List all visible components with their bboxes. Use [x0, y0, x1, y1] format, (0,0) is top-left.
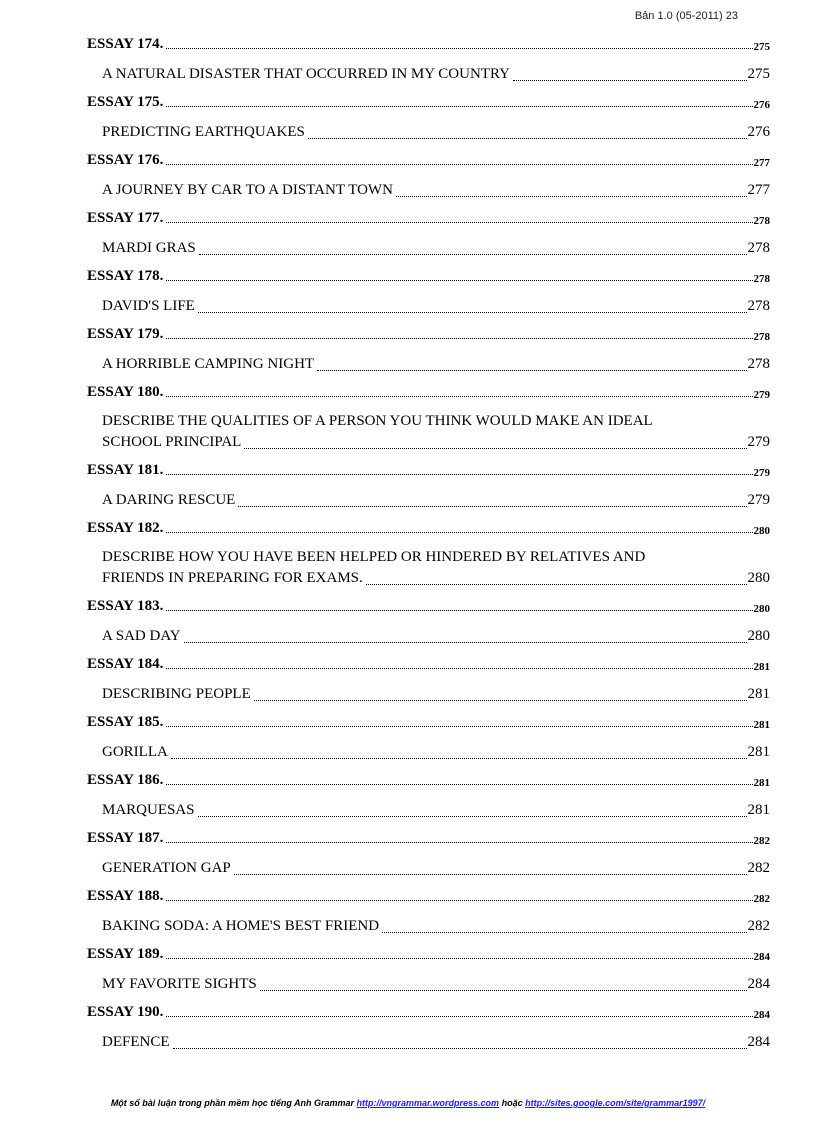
essay-title: MY FAVORITE SIGHTS [102, 976, 257, 992]
essay-number: ESSAY 180. [87, 384, 164, 400]
table-of-contents [87, 33, 770, 1059]
page-number: 280 [753, 525, 770, 537]
toc-title-entry[interactable] [87, 410, 770, 459]
essay-number: ESSAY 178. [87, 268, 164, 284]
toc-title-entry[interactable] [87, 972, 770, 1001]
dot-leader [199, 254, 747, 255]
dot-leader [166, 1016, 752, 1017]
toc-essay-entry[interactable] [87, 323, 770, 352]
toc-essay-entry[interactable] [87, 769, 770, 798]
essay-title: DESCRIBING PEOPLE [102, 686, 251, 702]
dot-leader [396, 196, 747, 197]
toc-title-entry[interactable] [87, 62, 770, 91]
page-number: 281 [747, 802, 770, 818]
page-number: 284 [753, 951, 770, 963]
essay-number: ESSAY 182. [87, 520, 164, 536]
page-number: 278 [747, 298, 770, 314]
dot-leader [382, 932, 746, 933]
essay-number: ESSAY 183. [87, 598, 164, 614]
essay-title: A NATURAL DISASTER THAT OCCURRED IN MY COUNTRY [102, 66, 510, 82]
page-number: 281 [747, 744, 770, 760]
toc-essay-entry[interactable] [87, 1001, 770, 1030]
essay-number: ESSAY 188. [87, 888, 164, 904]
essay-title: DEFENCE [102, 1034, 170, 1050]
footer [0, 1098, 816, 1108]
page-number: 284 [747, 976, 770, 992]
dot-leader [166, 958, 752, 959]
page-number: 279 [753, 389, 770, 401]
dot-leader [260, 990, 747, 991]
essay-number: ESSAY 189. [87, 946, 164, 962]
page-number: 278 [753, 331, 770, 343]
dot-leader [173, 1048, 747, 1049]
essay-number: ESSAY 187. [87, 830, 164, 846]
toc-essay-entry[interactable] [87, 711, 770, 740]
page-number: 284 [753, 1009, 770, 1021]
toc-title-entry[interactable] [87, 236, 770, 265]
dot-leader [244, 448, 746, 449]
essay-number: ESSAY 179. [87, 326, 164, 342]
footer-link-google-sites[interactable]: http://sites.google.com/site/grammar1997/ [525, 1098, 706, 1108]
page-number: 278 [753, 215, 770, 227]
page-header: Bản 1.0 (05-2011) 23 [634, 10, 738, 22]
essay-title: A HORRIBLE CAMPING NIGHT [102, 356, 315, 372]
dot-leader [166, 48, 752, 49]
toc-essay-entry[interactable] [87, 517, 770, 546]
toc-essay-entry[interactable] [87, 381, 770, 410]
essay-title: MARDI GRAS [102, 240, 196, 256]
toc-essay-entry[interactable] [87, 207, 770, 236]
title-line: DESCRIBE THE QUALITIES OF A PERSON YOU THINK WOULD MAKE AN IDEAL [102, 413, 653, 429]
dot-leader [171, 758, 747, 759]
essay-title: GENERATION GAP [102, 860, 231, 876]
footer-text: Một số bài luận trong phần mềm học tiếng Anh Grammar [110, 1098, 354, 1108]
toc-essay-entry[interactable] [87, 91, 770, 120]
toc-essay-entry[interactable] [87, 265, 770, 294]
page-number: 280 [747, 628, 770, 644]
toc-title-entry[interactable] [87, 294, 770, 323]
essay-number: ESSAY 174. [87, 36, 164, 52]
page-number: 279 [747, 492, 770, 508]
page-number: 276 [753, 99, 770, 111]
dot-leader [238, 506, 746, 507]
page-number: 280 [753, 603, 770, 615]
toc-title-entry[interactable] [87, 352, 770, 381]
footer-connector: hoặc [501, 1098, 523, 1108]
essay-title: A DARING RESCUE [102, 492, 236, 508]
essay-number: ESSAY 190. [87, 1004, 164, 1020]
essay-number: ESSAY 176. [87, 152, 164, 168]
dot-leader [366, 584, 747, 585]
toc-essay-entry[interactable] [87, 885, 770, 914]
footer-link-wordpress[interactable]: http://vngrammar.wordpress.com [356, 1098, 500, 1108]
dot-leader [166, 532, 752, 533]
toc-title-entry[interactable] [87, 740, 770, 769]
page-number: 280 [747, 570, 770, 586]
toc-title-entry[interactable] [87, 856, 770, 885]
page-number: 282 [753, 835, 770, 847]
page-number: 281 [753, 719, 770, 731]
page-number: 281 [753, 777, 770, 789]
dot-leader [166, 726, 752, 727]
dot-leader [166, 106, 752, 107]
toc-title-entry[interactable] [87, 798, 770, 827]
dot-leader [166, 164, 752, 165]
page-number: 282 [747, 918, 770, 934]
essay-title: BAKING SODA: A HOME'S BEST FRIEND [102, 918, 380, 934]
dot-leader [166, 338, 752, 339]
essay-title: PREDICTING EARTHQUAKES [102, 124, 305, 140]
toc-essay-entry[interactable] [87, 653, 770, 682]
dot-leader [166, 474, 752, 475]
essay-number: ESSAY 175. [87, 94, 164, 110]
toc-essay-entry[interactable] [87, 827, 770, 856]
toc-title-entry[interactable] [87, 120, 770, 149]
toc-essay-entry[interactable] [87, 33, 770, 62]
dot-leader [317, 370, 746, 371]
page-number: 279 [753, 467, 770, 479]
toc-title-entry[interactable] [87, 1030, 770, 1059]
page-number: 277 [753, 157, 770, 169]
toc-title-entry[interactable] [87, 178, 770, 207]
toc-title-entry[interactable] [87, 914, 770, 943]
dot-leader [308, 138, 747, 139]
essay-number: ESSAY 185. [87, 714, 164, 730]
dot-leader [166, 842, 752, 843]
dot-leader [166, 396, 752, 397]
page-number: 278 [753, 273, 770, 285]
essay-title: MARQUESAS [102, 802, 195, 818]
page-number: 275 [753, 41, 770, 53]
dot-leader [198, 816, 747, 817]
page-number: 282 [747, 860, 770, 876]
dot-leader [254, 700, 747, 701]
toc-essay-entry[interactable] [87, 943, 770, 972]
page-number: 281 [753, 661, 770, 673]
dot-leader [166, 280, 752, 281]
toc-title-entry[interactable] [87, 488, 770, 517]
page-number: 279 [747, 434, 770, 450]
dot-leader [234, 874, 747, 875]
page-number: 278 [747, 240, 770, 256]
dot-leader [166, 222, 752, 223]
dot-leader [198, 312, 747, 313]
dot-leader [184, 642, 747, 643]
essay-title: DAVID'S LIFE [102, 298, 195, 314]
essay-title: FRIENDS IN PREPARING FOR EXAMS. [102, 570, 363, 586]
page-number: 275 [747, 66, 770, 82]
essay-title: GORILLA [102, 744, 168, 760]
toc-essay-entry[interactable] [87, 595, 770, 624]
page-number: 277 [747, 182, 770, 198]
page-number: 281 [747, 686, 770, 702]
essay-title: A JOURNEY BY CAR TO A DISTANT TOWN [102, 182, 393, 198]
dot-leader [513, 80, 747, 81]
toc-title-entry[interactable] [87, 624, 770, 653]
dot-leader [166, 784, 752, 785]
essay-number: ESSAY 184. [87, 656, 164, 672]
essay-title: A SAD DAY [102, 628, 181, 644]
page-number: 284 [747, 1034, 770, 1050]
page-number: 282 [753, 893, 770, 905]
toc-title-entry[interactable] [87, 682, 770, 711]
page-number: 278 [747, 356, 770, 372]
dot-leader [166, 900, 752, 901]
essay-title: SCHOOL PRINCIPAL [102, 434, 242, 450]
toc-essay-entry[interactable] [87, 149, 770, 178]
toc-title-entry[interactable] [87, 546, 770, 595]
page-number: 276 [747, 124, 770, 140]
toc-essay-entry[interactable] [87, 459, 770, 488]
essay-number: ESSAY 177. [87, 210, 164, 226]
essay-number: ESSAY 186. [87, 772, 164, 788]
essay-number: ESSAY 181. [87, 462, 164, 478]
dot-leader [166, 610, 752, 611]
dot-leader [166, 668, 752, 669]
title-line: DESCRIBE HOW YOU HAVE BEEN HELPED OR HINDERED BY RELATIVES AND [102, 549, 646, 565]
